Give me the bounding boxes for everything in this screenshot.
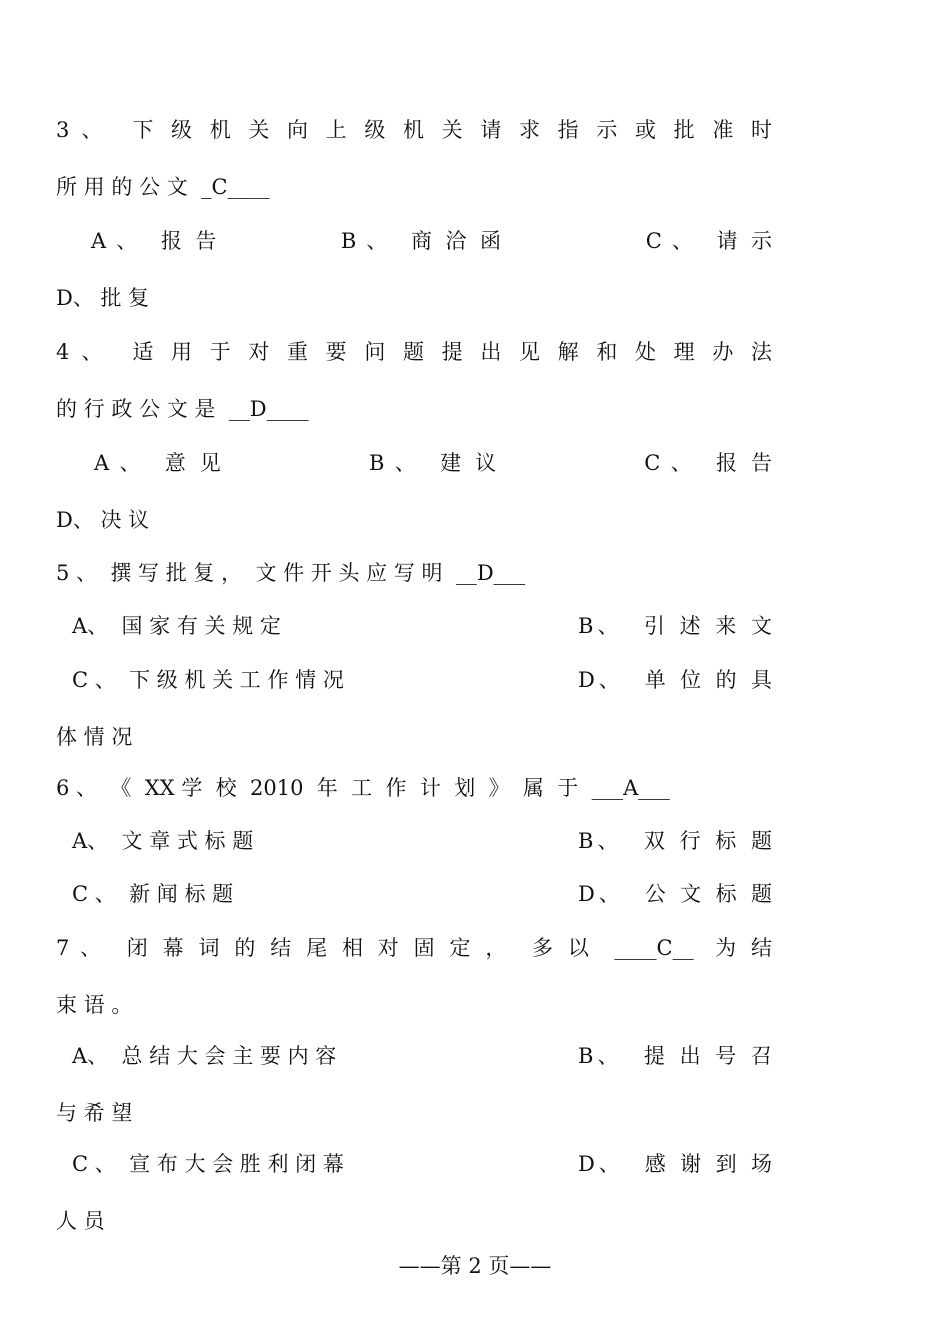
question-7-option-b-cont: 与 希 望 [56,1101,133,1125]
question-7-option-d-cont: 人 员 [56,1209,105,1233]
question-7-line-2: 束 语 。 [56,993,133,1017]
question-5-option-d: D、 单 位 的 具 [578,668,772,692]
question-4-option-d: D、 决 议 [56,508,150,532]
question-7-option-c: C 、 宣 布 大 会 胜 利 闭 幕 [72,1152,344,1176]
question-5-option-d-cont: 体 情 况 [56,725,133,749]
question-4-options: A 、 意 见 B 、 建 议 C 、 报 告 [94,451,772,475]
question-7-option-d: D、 感 谢 到 场 [578,1152,772,1176]
question-6-option-b: B、 双 行 标 题 [578,829,772,853]
question-5-option-c: C 、 下 级 机 关 工 作 情 况 [72,668,344,692]
question-5-option-a: A、 国 家 有 关 规 定 [72,614,281,638]
question-6-option-c: C 、 新 闻 标 题 [72,882,234,906]
question-3-line-2: 所 用 的 公 文 _C____ [56,175,270,199]
question-7-option-b: B、 提 出 号 召 [578,1044,772,1068]
question-6-option-d: D、 公 文 标 题 [578,882,772,906]
question-3-options: A 、 报 告 B 、 商 洽 函 C 、 请 示 [91,229,772,253]
question-7-line-1: 7 、 闭 幕 词 的 结 尾 相 对 固 定 ， 多 以 ____C__ 为 结 [56,936,772,960]
question-3-line-1: 3 、 下 级 机 关 向 上 级 机 关 请 求 指 示 或 批 准 时 [56,118,772,142]
page-footer: ——第 2 页—— [398,1254,552,1278]
question-6-line-1: 6 、 《 XX 学 校 2010 年 工 作 计 划 》 属 于 ___A___ [56,776,670,800]
question-6-option-a: A、 文 章 式 标 题 [72,829,254,853]
question-4-line-2: 的 行 政 公 文 是 __D____ [56,397,309,421]
question-5-line-1: 5 、 撰 写 批 复 ， 文 件 开 头 应 写 明 __D___ [56,561,526,585]
question-3-option-d: D、 批 复 [56,286,150,310]
question-7-option-a: A、 总 结 大 会 主 要 内 容 [72,1044,337,1068]
question-4-line-1: 4 、 适 用 于 对 重 要 问 题 提 出 见 解 和 处 理 办 法 [56,340,772,364]
question-5-option-b: B、 引 述 来 文 [578,614,772,638]
